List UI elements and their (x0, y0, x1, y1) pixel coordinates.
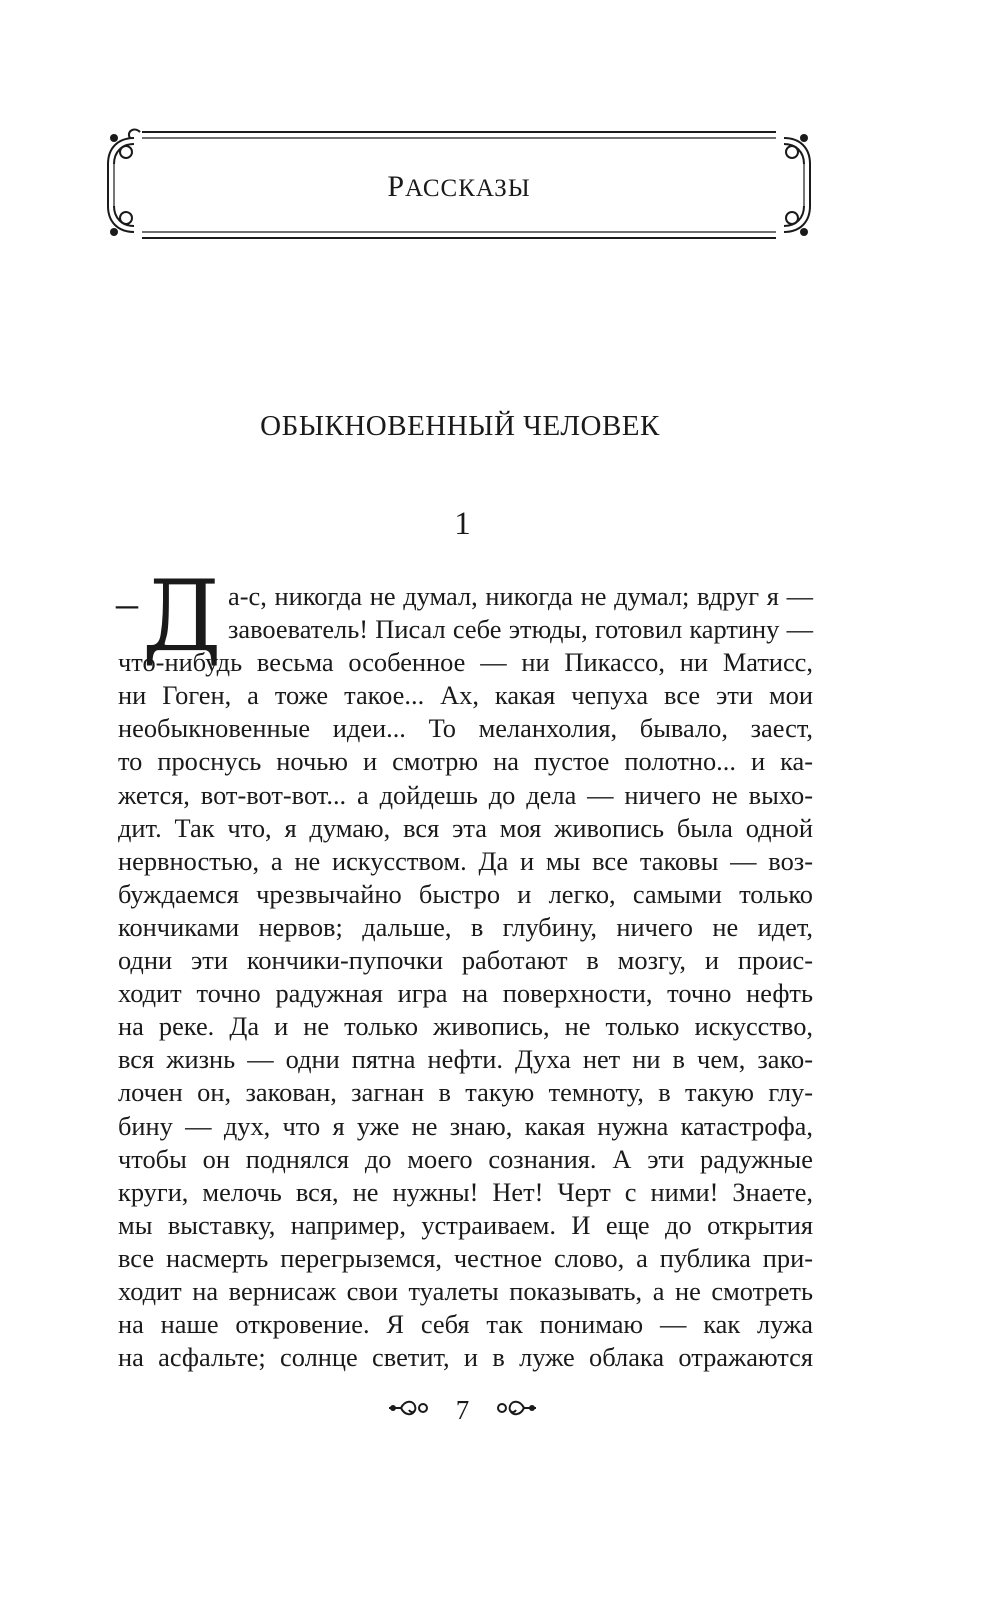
text-line: мы выставку, например, устраиваем. И еще до открытия (118, 1209, 813, 1240)
section-title (104, 172, 814, 202)
text-line: на реке. Да и не только живопись, не только искусство, (118, 1011, 813, 1042)
body-text (118, 580, 813, 1374)
text-line: ходит на вернисаж свои туалеты показывать, а не смотреть (118, 1275, 813, 1306)
page-footer (0, 1395, 925, 1425)
left-ornament-icon (387, 1396, 431, 1425)
text-line: необыкновенные идеи... То меланхолия, бывало, заест, (118, 713, 813, 744)
section-title-initial: Р (387, 170, 406, 203)
text-line: ходит точно радужная игра на поверхности, точно нефть (118, 978, 813, 1009)
text-line: дит. Так что, я думаю, вся эта моя живопись была одной (118, 812, 813, 843)
text-line: одни эти кончики-пупочки работают в мозгу, и проис- (118, 945, 813, 976)
text-line: ни Гоген, а тоже такое... Ах, какая чепуха все эти мои (118, 680, 813, 711)
section-title-rest: АССКАЗЫ (405, 175, 531, 202)
text-line: завоеватель! Писал себе этюды, готовил картину — (228, 614, 813, 645)
text-line: кончиками нервов; дальше, в глубину, ничего не идет, (118, 911, 813, 942)
text-line: на асфальте; солнце светит, и в луже облака отражаются (118, 1342, 813, 1373)
text-line: нервностью, а не искусством. Да и мы все таковы — воз- (118, 845, 813, 876)
right-ornament-icon (494, 1396, 538, 1425)
text-line: все насмерть перегрыземся, честное слово, а публика при- (118, 1242, 813, 1273)
text-line: а-с, никогда не думал, никогда не думал; вдруг я — (228, 581, 813, 611)
text-line: лочен он, закован, загнан в такую темноту, в такую глу- (118, 1077, 813, 1108)
text-line: то проснусь ночью и смотрю на пустое полотно... и ка- (118, 746, 813, 777)
text-line: круги, мелочь вся, не нужны! Нет! Черт с ними! Знаете, (118, 1176, 813, 1207)
dropcap-dash: – (116, 579, 138, 628)
text-line: буждаемся чрезвычайно быстро и легко, самыми только (118, 878, 813, 909)
text-line: чтобы он поднялся до моего сознания. А эти радужные (118, 1143, 813, 1174)
dropcap-letter: Д (142, 560, 222, 674)
story-title: ОБЫКНОВЕННЫЙ ЧЕЛОВЕК (260, 410, 660, 442)
text-line: на наше откровение. Я себя так понимаю — как лужа (118, 1309, 813, 1340)
chapter-number: 1 (454, 506, 471, 542)
text-line: бину — дух, что я уже не знаю, какая нужна катастрофа, (118, 1110, 813, 1141)
section-header-frame (104, 128, 814, 242)
page-number: 7 (455, 1395, 470, 1426)
text-line: что-нибудь весьма особенное — ни Пикассо, ни Матисс, (118, 647, 813, 678)
text-line: вся жизнь — одни пятна нефти. Духа нет ни в чем, зако- (118, 1044, 813, 1075)
text-line: жется, вот-вот-вот... а дойдешь до дела — ничего не выхо- (118, 779, 813, 810)
